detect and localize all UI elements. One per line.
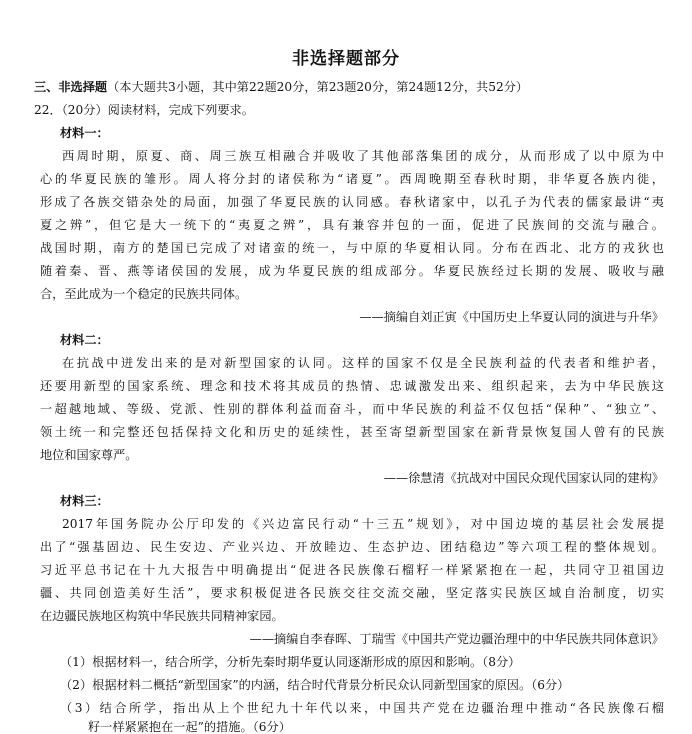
material3-line: 在边疆民族地区构筑中华民族共同精神家园。	[40, 609, 284, 623]
task-item-continuation: 籽一样紧紧抱在一起”的措施。（6分）	[88, 720, 291, 734]
material2-line: 领土统一和完整还包括保持文化和历史的延续性，甚至寄望新型国家在新背景恢复国人曾有的民族	[40, 425, 664, 439]
material1-line: 心的华夏民族的雏形。周人将分封的诸侯称为“诸夏”。西周晚期至春秋时期，非华夏各族内徙，	[40, 172, 664, 186]
material2-line: 一超越地域、等级、党派、性别的群体利益而奋斗，而中华民族的利益不仅包括“保种”、“独立”、	[40, 402, 664, 416]
material3-line: 2017年国务院办公厅印发的《兴边富民行动“十三五”规划》，对中国边境的基层社会发展提	[62, 517, 664, 531]
task-item: （1）根据材料一，结合所学，分析先秦时期华夏认同逐渐形成的原因和影响。（8分）	[60, 655, 521, 669]
material2-line: 在抗战中迸发出来的是对新型国家的认同。这样的国家不仅是全民族利益的代表者和维护者，	[62, 356, 664, 370]
material1-heading: 材料一：	[60, 126, 109, 140]
material3-line: 出了“强基固边、民生安边、产业兴边、开放睦边、生态护边、团结稳边”等六项工程的整体规划。	[40, 540, 664, 554]
page-title: 非选择题部分	[292, 49, 400, 69]
material1-line: 夏之辨”，但它是大一统下的“夷夏之辨”，具有兼容并包的一面，促进了民族间的交流与融合。	[40, 218, 664, 232]
material2-heading: 材料二：	[60, 333, 109, 347]
section-header	[34, 80, 528, 94]
material1-line: 随着秦、晋、燕等诸侯国的发展，成为华夏民族的组成部分。华夏民族经过长期的发展、吸收与融	[40, 264, 664, 278]
material1-line: 西周时期，原夏、商、周三族互相融合并吸收了其他部落集团的成分，从而形成了以中原为中	[62, 149, 664, 163]
material1-line: 战国时期，南方的楚国已完成了对诸蛮的统一，与中原的华夏相认同。分布在西北、北方的戎狄也	[40, 241, 664, 255]
material2-line: 还要用新型的国家系统、理念和技术将其成员的热情、忠诚激发出来、组织起来，去为中华民族这	[40, 379, 664, 393]
question-stem: 22．（20分）阅读材料，完成下列要求。	[34, 103, 254, 117]
section-note: （本大题共3小题，其中第22题20分，第23题20分，第24题12分，共52分）	[107, 80, 529, 94]
section-label: 三、非选择题	[34, 80, 108, 94]
material3-heading: 材料三：	[60, 494, 109, 508]
material1-line: 形成了各族交错杂处的局面，加强了华夏民族的认同感。春秋诸家中，以孔子为代表的儒家最讲“夷	[40, 195, 664, 209]
material2-line: 地位和国家尊严。	[40, 448, 138, 462]
task-item: （2）根据材料二概括“新型国家”的内涵，结合时代背景分析民众认同新型国家的原因。（6分）	[60, 678, 570, 692]
material3-source: ——摘编自李春晖、丁瑞雪《中国共产党边疆治理中的中华民族共同体意识》	[249, 632, 664, 646]
material3-line: 疆、共同创造美好生活”，要求积极促进各民族交往交流交融，坚定落实民族区域自治制度，切实	[40, 586, 664, 600]
material1-line: 合，至此成为一个稳定的民族共同体。	[40, 287, 248, 301]
task-item: （3）结合所学，指出从上个世纪九十年代以来，中国共产党在边疆治理中推动“各民族像石榴	[60, 701, 664, 715]
material2-source: ——徐慧清《抗战对中国民众现代国家认同的建构》	[383, 471, 664, 485]
material1-source: ——摘编自刘正寅《中国历史上华夏认同的演进与升华》	[359, 310, 664, 324]
material3-line: 习近平总书记在十九大报告中明确提出“促进各民族像石榴籽一样紧紧抱在一起，共同守卫祖国边	[40, 563, 664, 577]
